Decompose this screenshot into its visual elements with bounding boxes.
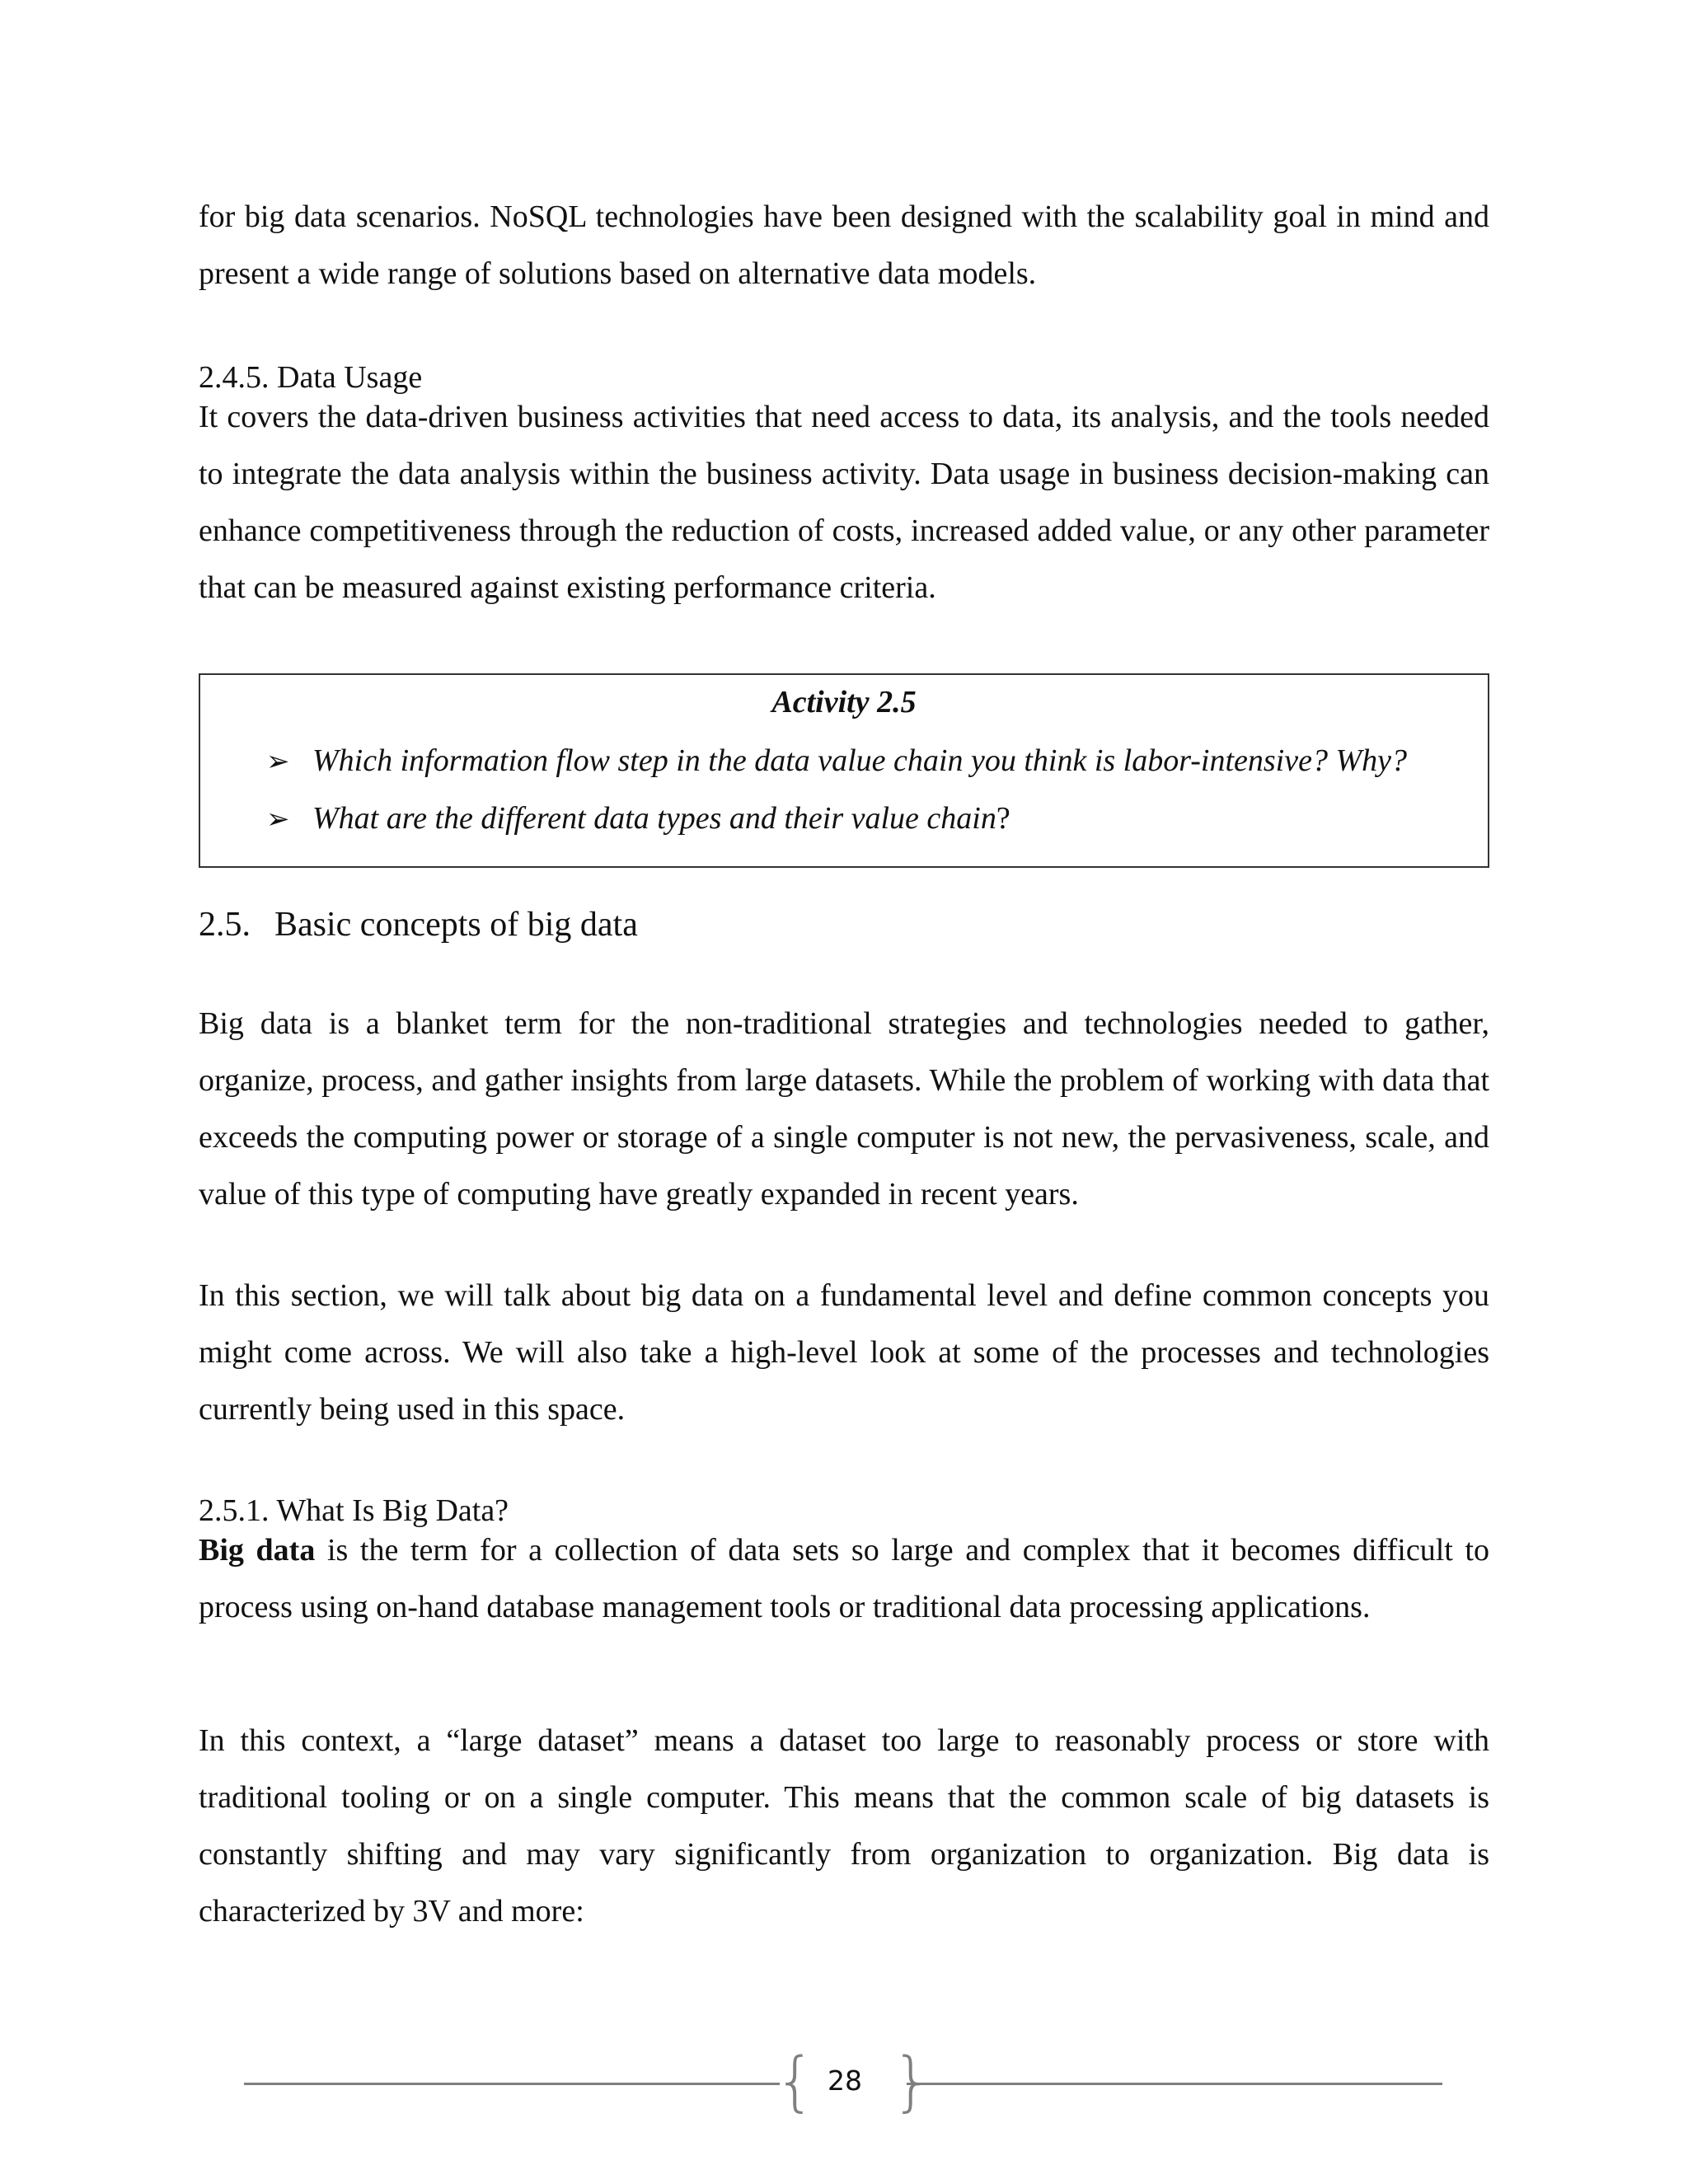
page-number: 28 bbox=[828, 2064, 862, 2097]
activity-item-text: Which information flow step in the data value chain you think is labor-intensive? Why? bbox=[312, 743, 1407, 778]
section-heading bbox=[199, 902, 638, 948]
activity-item bbox=[266, 790, 1407, 848]
paragraph-large-dataset: In this context, a “large dataset” means a dataset too large to reasonably process or store with traditional tooling or on a single computer. This means that the common scale of big datasets is constantly shifting and may vary significantly from organization to organization. Big data is characterized by 3V and more: bbox=[199, 1723, 1489, 1929]
arrow-bullet-icon: ➢ bbox=[266, 745, 290, 778]
activity-item-text: What are the different data types and their value chain bbox=[312, 801, 996, 836]
paragraph-definition bbox=[199, 1522, 1489, 1636]
activity-box bbox=[199, 673, 1489, 868]
footer-rule-right bbox=[907, 2083, 1442, 2085]
paragraph-big-data-intro: Big data is a blanket term for the non-traditional strategies and technologies needed to gather, organize, process, and gather insights from large datasets. While the problem of working with data that exceeds the computing power or storage of a single computer is not new, the pervasiveness, scale, and value of this type of computing have greatly expanded in recent years. bbox=[199, 1006, 1489, 1212]
arrow-bullet-icon: ➢ bbox=[266, 803, 290, 836]
activity-list bbox=[266, 733, 1407, 848]
paragraph-data-usage: It covers the data-driven business activities that need access to data, its analysis, and the tools needed to integrate the data analysis within the business activity. Data usage in business decision-making can enhance competitiveness through the reduction of costs, increased added value, or any other parameter that can be measured against existing performance criteria. bbox=[199, 400, 1489, 605]
footer-left-brace-icon: { bbox=[775, 2045, 816, 2119]
activity-item bbox=[266, 733, 1407, 790]
section-number: 2.5. bbox=[199, 906, 251, 944]
paragraph-nosql: for big data scenarios. NoSQL technologies have been designed with the scalability goal in mind and present a wide range of solutions based on alternative data models. bbox=[199, 199, 1489, 291]
activity-title: Activity 2.5 bbox=[771, 685, 917, 719]
heading-data-usage: 2.4.5. Data Usage bbox=[199, 360, 423, 395]
term-big-data: Big data bbox=[199, 1533, 316, 1568]
activity-item-suffix: ? bbox=[996, 801, 1010, 836]
footer-right-brace-icon: } bbox=[892, 2045, 933, 2119]
paragraph-section-overview: In this section, we will talk about big data on a fundamental level and define common concepts you might come across. We will also take a high-level look at some of the processes and technologies currently being used in this space. bbox=[199, 1278, 1489, 1427]
heading-what-is-big-data: 2.5.1. What Is Big Data? bbox=[199, 1493, 509, 1528]
definition-text: is the term for a collection of data sets so large and complex that it becomes difficult to process using on-hand database management tools or traditional data processing applications. bbox=[199, 1533, 1489, 1624]
section-title: Basic concepts of big data bbox=[274, 906, 638, 944]
footer-rule-left bbox=[244, 2083, 780, 2085]
